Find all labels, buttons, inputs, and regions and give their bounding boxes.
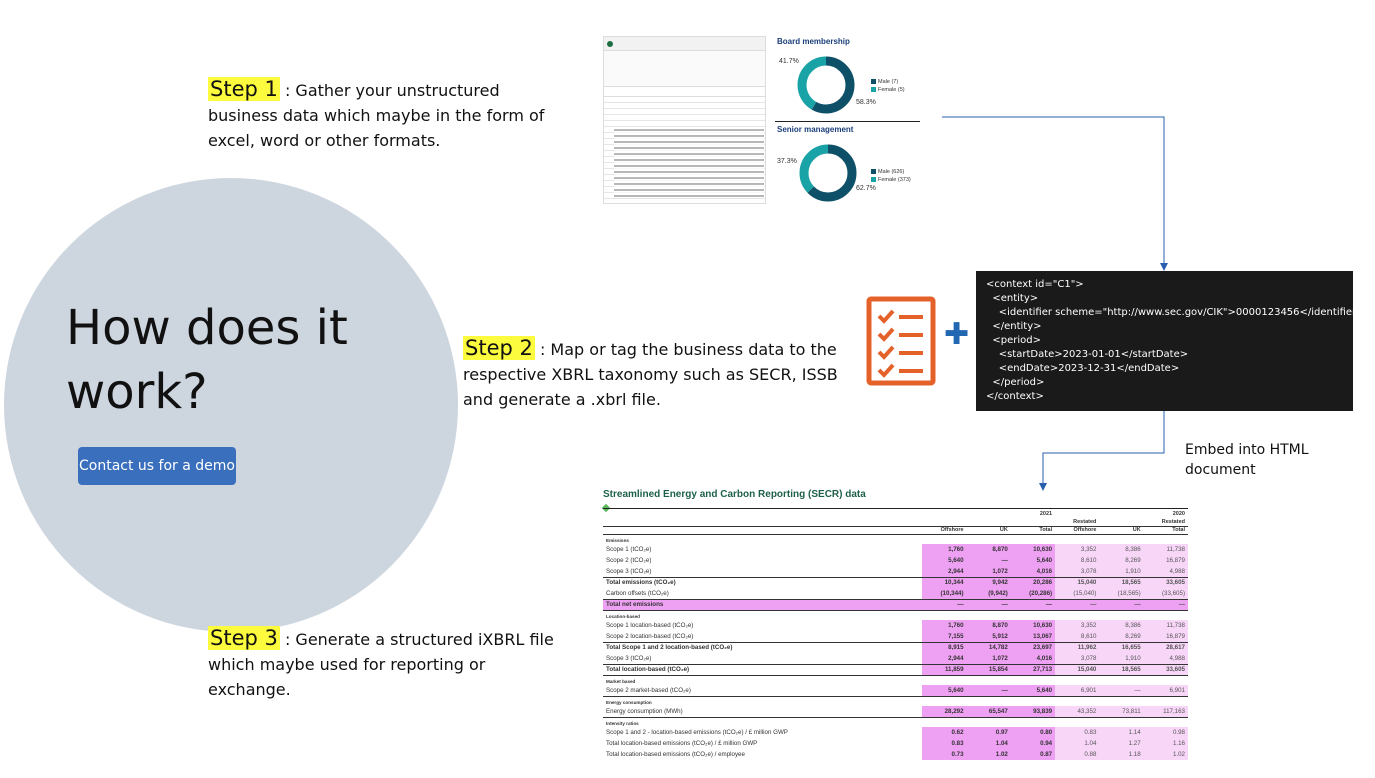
cell-value [967, 696, 1011, 706]
page-title: How does it work? [66, 300, 348, 420]
excel-formula-bar [604, 87, 765, 97]
cell-value: 10,630 [1011, 544, 1055, 555]
cell-value: 8,386 [1099, 620, 1143, 631]
cell-value: — [967, 685, 1011, 696]
row-label: Scope 2 location-based (tCO₂e) [606, 632, 694, 640]
excel-logo-icon [607, 41, 613, 47]
row-label: Carbon offsets (tCO₂e) [606, 589, 669, 597]
board-legend [871, 78, 905, 94]
row-label: Location-based [603, 610, 922, 620]
cell-value: 7,155 [922, 631, 966, 642]
cell-value [967, 510, 1011, 518]
cell-value: 1.04 [967, 738, 1011, 749]
cell-value: 1.02 [967, 749, 1011, 760]
excel-grid [604, 97, 765, 204]
cell-value: 33,605 [1144, 664, 1188, 675]
cell-value: 1.14 [1099, 727, 1143, 738]
row-label: Intensity ratios [603, 717, 922, 727]
board-donut-chart [795, 54, 857, 116]
excel-titlebar [604, 37, 765, 51]
step-1-sep: : [279, 81, 296, 100]
cell-value: 73,811 [1099, 706, 1143, 717]
cell-value: 18,565 [1099, 577, 1143, 588]
cell-value: 16,879 [1144, 631, 1188, 642]
cell-value: Restated [1161, 518, 1185, 525]
cell-value [922, 675, 966, 685]
cell-value: 18,565 [1099, 664, 1143, 675]
cell-value [1099, 518, 1143, 526]
table-row [603, 577, 1188, 588]
cell-value: 5,640 [922, 555, 966, 566]
code-line: <startDate>2023-01-01</startDate> [986, 349, 1189, 360]
cell-value: 15,040 [1055, 664, 1099, 675]
step-2-sep: : [534, 340, 551, 359]
table-row [603, 706, 1188, 717]
cell-value: 0.62 [922, 727, 966, 738]
section-row [603, 675, 1188, 685]
code-line: </context> [986, 391, 1044, 402]
senior-legend-male-label: Male (626) [878, 169, 905, 175]
cell-value: 8,610 [1055, 555, 1099, 566]
cell-value: 5,640 [922, 685, 966, 696]
cell-value: 15,040 [1055, 577, 1099, 588]
cell-value: UK [967, 526, 1011, 534]
cell-value: 3,078 [1055, 653, 1099, 664]
row-label: Total emissions (tCO₂e) [603, 577, 922, 588]
cell-value: 11,738 [1144, 544, 1188, 555]
cell-value: 14,782 [967, 642, 1011, 653]
cell-value: Restated [1073, 518, 1097, 525]
cell-value: 2,944 [922, 566, 966, 577]
section-row [603, 610, 1188, 620]
table-row [603, 544, 1188, 555]
cell-value: 5,912 [967, 631, 1011, 642]
row-label: Total location-based (tCO₂e) [603, 664, 922, 675]
cell-value: — [1055, 599, 1099, 610]
cell-value: 33,605 [1144, 577, 1188, 588]
cell-value [1011, 534, 1055, 544]
cell-value: 3,352 [1055, 544, 1099, 555]
cell-value: 8,870 [967, 544, 1011, 555]
cell-value [1055, 610, 1099, 620]
row-label: Total Scope 1 and 2 location-based (tCO₂e) [603, 642, 922, 653]
row-label: Energy consumption [603, 696, 922, 706]
cell-value: UK [1099, 526, 1143, 534]
code-line: <period> [986, 335, 1041, 346]
cell-value: 11,738 [1144, 620, 1188, 631]
code-line: </entity> [986, 321, 1042, 332]
table-row [603, 555, 1188, 566]
cell-value: 0.97 [967, 727, 1011, 738]
senior-legend [871, 168, 911, 184]
section-row [603, 534, 1188, 544]
cell-value: 4,016 [1011, 653, 1055, 664]
cell-value [1144, 717, 1188, 727]
cell-value: Total [1011, 526, 1055, 534]
row-label: Scope 1 and 2 - location-based emissions (tCO₂e) / £ million GWP [606, 729, 788, 736]
cell-value: 1,910 [1099, 566, 1143, 577]
cell-value [1099, 696, 1143, 706]
cell-value: 1.02 [1144, 749, 1188, 760]
row-label: Scope 1 location-based (tCO₂e) [606, 622, 694, 629]
senior-legend-female [871, 176, 911, 184]
cell-value: 8,269 [1099, 631, 1143, 642]
embed-html-label: Embed into HTML document [1185, 442, 1309, 478]
cell-value [1144, 696, 1188, 706]
board-pct-female: 41.7% [779, 58, 799, 65]
table-row [603, 653, 1188, 664]
cell-value [967, 518, 1011, 526]
senior-pct-female: 37.3% [777, 158, 797, 165]
cell-value [922, 534, 966, 544]
cell-value: 0.88 [1055, 749, 1099, 760]
cell-value: 8,386 [1099, 544, 1143, 555]
cell-value: 1,072 [967, 653, 1011, 664]
cell-value: — [967, 599, 1011, 610]
cell-value [922, 717, 966, 727]
senior-chart-title: Senior management [777, 125, 854, 134]
cell-value [967, 717, 1011, 727]
arrow-step1-to-step2 [942, 117, 1164, 268]
table-row [603, 620, 1188, 631]
cell-value: 16,879 [1144, 555, 1188, 566]
cell-value [922, 518, 966, 526]
step-3-text: Generate a structured iXBRL file which maybe used for reporting or exchange. [208, 630, 554, 699]
cell-value: (15,040) [1055, 588, 1099, 599]
cell-value: 27,713 [1011, 664, 1055, 675]
table-row [603, 727, 1188, 738]
cell-value [1055, 717, 1099, 727]
cell-value: (18,565) [1099, 588, 1143, 599]
cell-value: 1.27 [1099, 738, 1143, 749]
row-label [603, 510, 922, 518]
step-3 [208, 626, 568, 702]
cell-value: 0.80 [1011, 727, 1055, 738]
row-label: Scope 2 (tCO₂e) [606, 557, 652, 564]
cell-value [1011, 518, 1055, 526]
cell-value: 3,078 [1055, 566, 1099, 577]
table-row [603, 599, 1188, 610]
cell-value [1055, 534, 1099, 544]
cell-value: 65,547 [967, 706, 1011, 717]
senior-legend-male [871, 168, 911, 176]
cell-value: 1.16 [1144, 738, 1188, 749]
row-label: Energy consumption (MWh) [606, 707, 683, 715]
cell-value: 28,617 [1144, 642, 1188, 653]
column-header-row [603, 526, 1188, 534]
cell-value: 1.04 [1055, 738, 1099, 749]
cell-value: 4,988 [1144, 566, 1188, 577]
table-row [603, 738, 1188, 749]
cell-value: (33,605) [1144, 588, 1188, 599]
cell-value [1144, 534, 1188, 544]
code-line: <endDate>2023-12-31</endDate> [986, 363, 1180, 374]
chart-divider [775, 121, 920, 122]
checklist-clipboard-icon [866, 296, 936, 386]
row-label [603, 518, 922, 526]
cell-value: Offshore [1055, 526, 1099, 534]
row-label: Total location-based emissions (tCO₂e) / £ million GWP [606, 740, 758, 747]
row-label: Scope 1 (tCO₂e) [606, 546, 652, 553]
step-1-text: Gather your unstructured business data which maybe in the form of excel, word or other formats. [208, 81, 545, 150]
board-pct-male: 58.3% [856, 99, 876, 106]
table-row [603, 749, 1188, 760]
cell-value: (9,942) [967, 588, 1011, 599]
excel-ribbon [604, 51, 765, 87]
cell-value: 28,292 [922, 706, 966, 717]
table-row [603, 642, 1188, 653]
cell-value: 11,859 [922, 664, 966, 675]
step-2-label: Step 2 [465, 336, 533, 360]
cell-value: 1,760 [922, 544, 966, 555]
cell-value [1099, 610, 1143, 620]
cell-value: 8,269 [1099, 555, 1143, 566]
table-row [603, 664, 1188, 675]
cell-value: 5,640 [1011, 685, 1055, 696]
cell-value: 0.94 [1011, 738, 1055, 749]
cell-value: 1,760 [922, 620, 966, 631]
board-legend-male-label: Male (7) [878, 79, 899, 85]
legend-swatch-female [871, 87, 876, 92]
cell-value [1099, 717, 1143, 727]
restated-header-row [603, 518, 1188, 526]
cell-value: 15,854 [967, 664, 1011, 675]
xbrl-code-block [976, 271, 1365, 411]
step-2 [463, 336, 843, 412]
legend-swatch-female [871, 177, 876, 182]
cell-value [1144, 675, 1188, 685]
cell-value [1099, 675, 1143, 685]
cell-value: 4,016 [1011, 566, 1055, 577]
plus-icon: ✚ [944, 318, 970, 351]
cell-value: (10,344) [922, 588, 966, 599]
cell-value [1011, 717, 1055, 727]
cell-value: — [1099, 599, 1143, 610]
code-line: <entity> [986, 293, 1039, 304]
senior-donut-chart [797, 142, 859, 204]
cell-value: 2021 [1039, 511, 1053, 517]
cell-value [1099, 534, 1143, 544]
table-row [603, 685, 1188, 696]
cell-value [1055, 675, 1099, 685]
cell-value [1011, 696, 1055, 706]
cell-value: 1,910 [1099, 653, 1143, 664]
step-3-sep: : [279, 630, 296, 649]
cell-value: 0.73 [922, 749, 966, 760]
step-1-label: Step 1 [210, 77, 278, 101]
cell-value [1011, 675, 1055, 685]
cell-value [1144, 610, 1188, 620]
row-label: Scope 3 (tCO₂e) [606, 567, 652, 575]
cell-value: 2020 [1172, 511, 1185, 517]
row-label: Scope 2 market-based (tCO₂e) [606, 686, 691, 694]
cell-value [1011, 610, 1055, 620]
cell-value [1099, 510, 1143, 518]
row-label: Emissions [603, 534, 922, 544]
cell-value: 4,988 [1144, 653, 1188, 664]
code-line: <identifier scheme="http://www.sec.gov/CIK">0000123456</identifier> [986, 307, 1365, 318]
cell-value [1055, 696, 1099, 706]
row-label: Total location-based emissions (tCO₂e) / employee [606, 751, 745, 758]
table-row [603, 566, 1188, 577]
cell-value: 43,352 [1055, 706, 1099, 717]
secr-rule [603, 508, 1188, 509]
table-row [603, 631, 1188, 642]
board-legend-male [871, 78, 905, 86]
row-label [603, 526, 922, 534]
board-legend-female [871, 86, 905, 94]
cell-value: — [967, 555, 1011, 566]
senior-legend-female-label: Female (373) [878, 177, 911, 183]
code-line: </period> [986, 377, 1045, 388]
cell-value: 93,839 [1011, 706, 1055, 717]
cell-value: 6,901 [1144, 685, 1188, 696]
year-header-row [603, 510, 1188, 518]
cell-value [922, 510, 966, 518]
step-3-label: Step 3 [210, 626, 278, 650]
section-row [603, 696, 1188, 706]
step-2-text: Map or tag the business data to the respective XBRL taxonomy such as SECR, ISSB and generate a .xbrl file. [463, 340, 838, 409]
cell-value: 117,163 [1144, 706, 1188, 717]
cell-value: 8,870 [967, 620, 1011, 631]
cell-value: — [1144, 599, 1188, 610]
cell-value: 23,697 [1011, 642, 1055, 653]
cell-value [922, 696, 966, 706]
cell-value [1055, 510, 1099, 518]
arrow-step2-to-step3 [1043, 411, 1164, 488]
cell-value [967, 610, 1011, 620]
row-label: Scope 3 (tCO₂e) [606, 654, 652, 662]
cell-value: 10,344 [922, 577, 966, 588]
cell-value: 0.83 [1055, 727, 1099, 738]
cell-value: 0.83 [922, 738, 966, 749]
cell-value [967, 534, 1011, 544]
table-row [603, 588, 1188, 599]
senior-pct-male: 62.7% [856, 185, 876, 192]
cell-value [967, 675, 1011, 685]
cell-value: 0.87 [1011, 749, 1055, 760]
cell-value: (20,286) [1011, 588, 1055, 599]
cell-value: 6,901 [1055, 685, 1099, 696]
legend-swatch-male [871, 79, 876, 84]
legend-swatch-male [871, 169, 876, 174]
excel-screenshot [603, 36, 766, 204]
cell-value: 20,286 [1011, 577, 1055, 588]
cell-value: 16,655 [1099, 642, 1143, 653]
cell-value: — [1099, 685, 1143, 696]
cell-value [922, 610, 966, 620]
code-line: <context id="C1"> [986, 279, 1084, 290]
section-row [603, 717, 1188, 727]
cell-value: 0.98 [1144, 727, 1188, 738]
cell-value: 13,067 [1011, 631, 1055, 642]
secr-table [603, 510, 1188, 760]
excel-cell-text [614, 127, 764, 197]
secr-title: Streamlined Energy and Carbon Reporting (SECR) data [603, 489, 866, 500]
row-label: Market based [603, 675, 922, 685]
board-legend-female-label: Female (5) [878, 87, 905, 93]
step-1 [208, 77, 568, 153]
contact-demo-button[interactable]: Contact us for a demo [78, 447, 236, 485]
cell-value: 1,072 [967, 566, 1011, 577]
cell-value: 11,962 [1055, 642, 1099, 653]
row-label: Total net emissions [603, 599, 922, 610]
cell-value: 8,610 [1055, 631, 1099, 642]
cell-value: — [1011, 599, 1055, 610]
cell-value: 1.18 [1099, 749, 1143, 760]
cell-value: 3,352 [1055, 620, 1099, 631]
cell-value: Total [1144, 526, 1188, 534]
cell-value: 8,915 [922, 642, 966, 653]
board-chart-title: Board membership [777, 37, 850, 46]
cell-value: 9,942 [967, 577, 1011, 588]
cell-value: 2,944 [922, 653, 966, 664]
cell-value: 5,640 [1011, 555, 1055, 566]
cell-value: — [922, 599, 966, 610]
cell-value: 10,630 [1011, 620, 1055, 631]
cell-value: Offshore [922, 526, 966, 534]
